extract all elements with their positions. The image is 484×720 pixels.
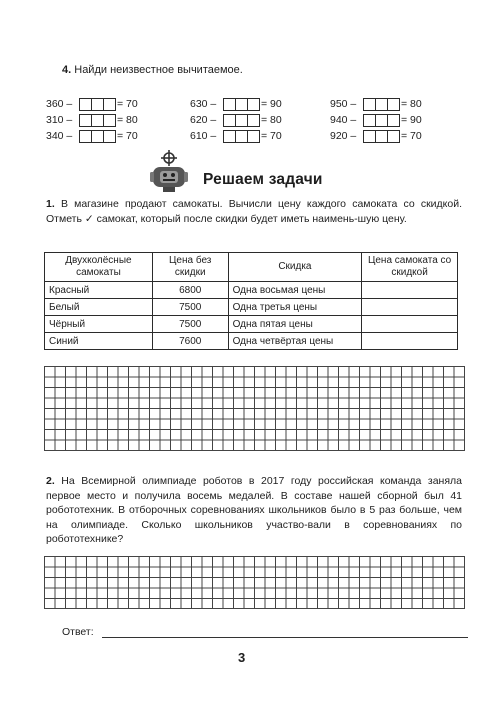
difference: = 80 [117, 114, 138, 126]
task1-text [46, 197, 462, 226]
column-header: Скидка [228, 253, 362, 282]
equation-row [190, 96, 282, 112]
answer-cells[interactable] [223, 130, 260, 143]
equation-row [46, 96, 138, 112]
discount: Одна восьмая цены [228, 282, 362, 299]
equation-column-2 [190, 96, 282, 144]
task1-number: 1. [46, 198, 55, 210]
minuend: 610 – [190, 130, 217, 142]
scooter-color: Чёрный [45, 316, 153, 333]
difference: = 70 [117, 98, 138, 110]
answer-cells[interactable] [363, 98, 400, 111]
work-grid-task2[interactable] [44, 556, 465, 609]
equation-row [190, 128, 282, 144]
equation-column-1 [46, 96, 138, 144]
price-without-discount: 7600 [152, 333, 228, 350]
equation-row [330, 96, 422, 112]
minuend: 950 – [330, 98, 357, 110]
task2-text [46, 474, 462, 547]
discount: Одна пятая цены [228, 316, 362, 333]
scooter-color: Синий [45, 333, 153, 350]
task2-number: 2. [46, 475, 55, 487]
table-row [45, 282, 458, 299]
column-header: Двухколёсные самокаты [45, 253, 153, 282]
task4-instruction: Найди неизвестное вычитаемое. [74, 64, 243, 76]
price-without-discount: 6800 [152, 282, 228, 299]
task2-body: На Всемирной олимпиаде роботов в 2017 году российская команда заняла первое место и получила восемь медалей. В составе нашей сборной был 41 робототехник. В отборочных соревнованиях школьников было в 5 раз больше, чем на олимпиаде. Сколько школьников участво-вали в соревнованиях по робототехнике? [46, 475, 463, 546]
minuend: 310 – [46, 114, 73, 126]
difference: = 90 [401, 114, 422, 126]
column-header: Цена самоката со скидкой [362, 253, 458, 282]
scooter-color: Белый [45, 299, 153, 316]
discount: Одна четвёртая цены [228, 333, 362, 350]
equation-row [330, 128, 422, 144]
minuend: 340 – [46, 130, 73, 142]
answer-label: Ответ: [62, 626, 94, 638]
scooter-color: Красный [45, 282, 153, 299]
difference: = 80 [261, 114, 282, 126]
minuend: 620 – [190, 114, 217, 126]
answer-cells[interactable] [79, 130, 116, 143]
discount: Одна третья цены [228, 299, 362, 316]
difference: = 70 [261, 130, 282, 142]
equation-row [46, 128, 138, 144]
table-row [45, 333, 458, 350]
minuend: 940 – [330, 114, 357, 126]
equation-column-3 [330, 96, 422, 144]
work-grid-task1[interactable] [44, 366, 465, 451]
discounted-price-cell[interactable] [362, 282, 458, 299]
answer-cells[interactable] [363, 130, 400, 143]
table-header-row [45, 253, 458, 282]
section-title: Решаем задачи [203, 171, 323, 188]
table-row [45, 299, 458, 316]
answer-cells[interactable] [79, 98, 116, 111]
answer-cells[interactable] [223, 98, 260, 111]
minuend: 630 – [190, 98, 217, 110]
column-header: Цена без скидки [152, 253, 228, 282]
scooter-table [44, 252, 458, 350]
answer-cells[interactable] [223, 114, 260, 127]
equation-row [46, 112, 138, 128]
robot-icon [150, 150, 188, 196]
difference: = 80 [401, 98, 422, 110]
difference: = 70 [117, 130, 138, 142]
page-number: 3 [238, 650, 246, 665]
table-row [45, 316, 458, 333]
task4-number: 4. [62, 64, 72, 76]
difference: = 90 [261, 98, 282, 110]
minuend: 920 – [330, 130, 357, 142]
discounted-price-cell[interactable] [362, 299, 458, 316]
equation-row [330, 112, 422, 128]
discounted-price-cell[interactable] [362, 316, 458, 333]
answer-line[interactable] [102, 637, 468, 638]
answer-cells[interactable] [79, 114, 116, 127]
price-without-discount: 7500 [152, 316, 228, 333]
task4-title [62, 64, 243, 76]
minuend: 360 – [46, 98, 73, 110]
price-without-discount: 7500 [152, 299, 228, 316]
discounted-price-cell[interactable] [362, 333, 458, 350]
difference: = 70 [401, 130, 422, 142]
equation-row [190, 112, 282, 128]
answer-cells[interactable] [363, 114, 400, 127]
task1-body: В магазине продают самокаты. Вычисли цену каждого самоката со скидкой. Отметь ✓ самокат, который после скидки будет иметь наимень-шую цену. [46, 198, 463, 225]
